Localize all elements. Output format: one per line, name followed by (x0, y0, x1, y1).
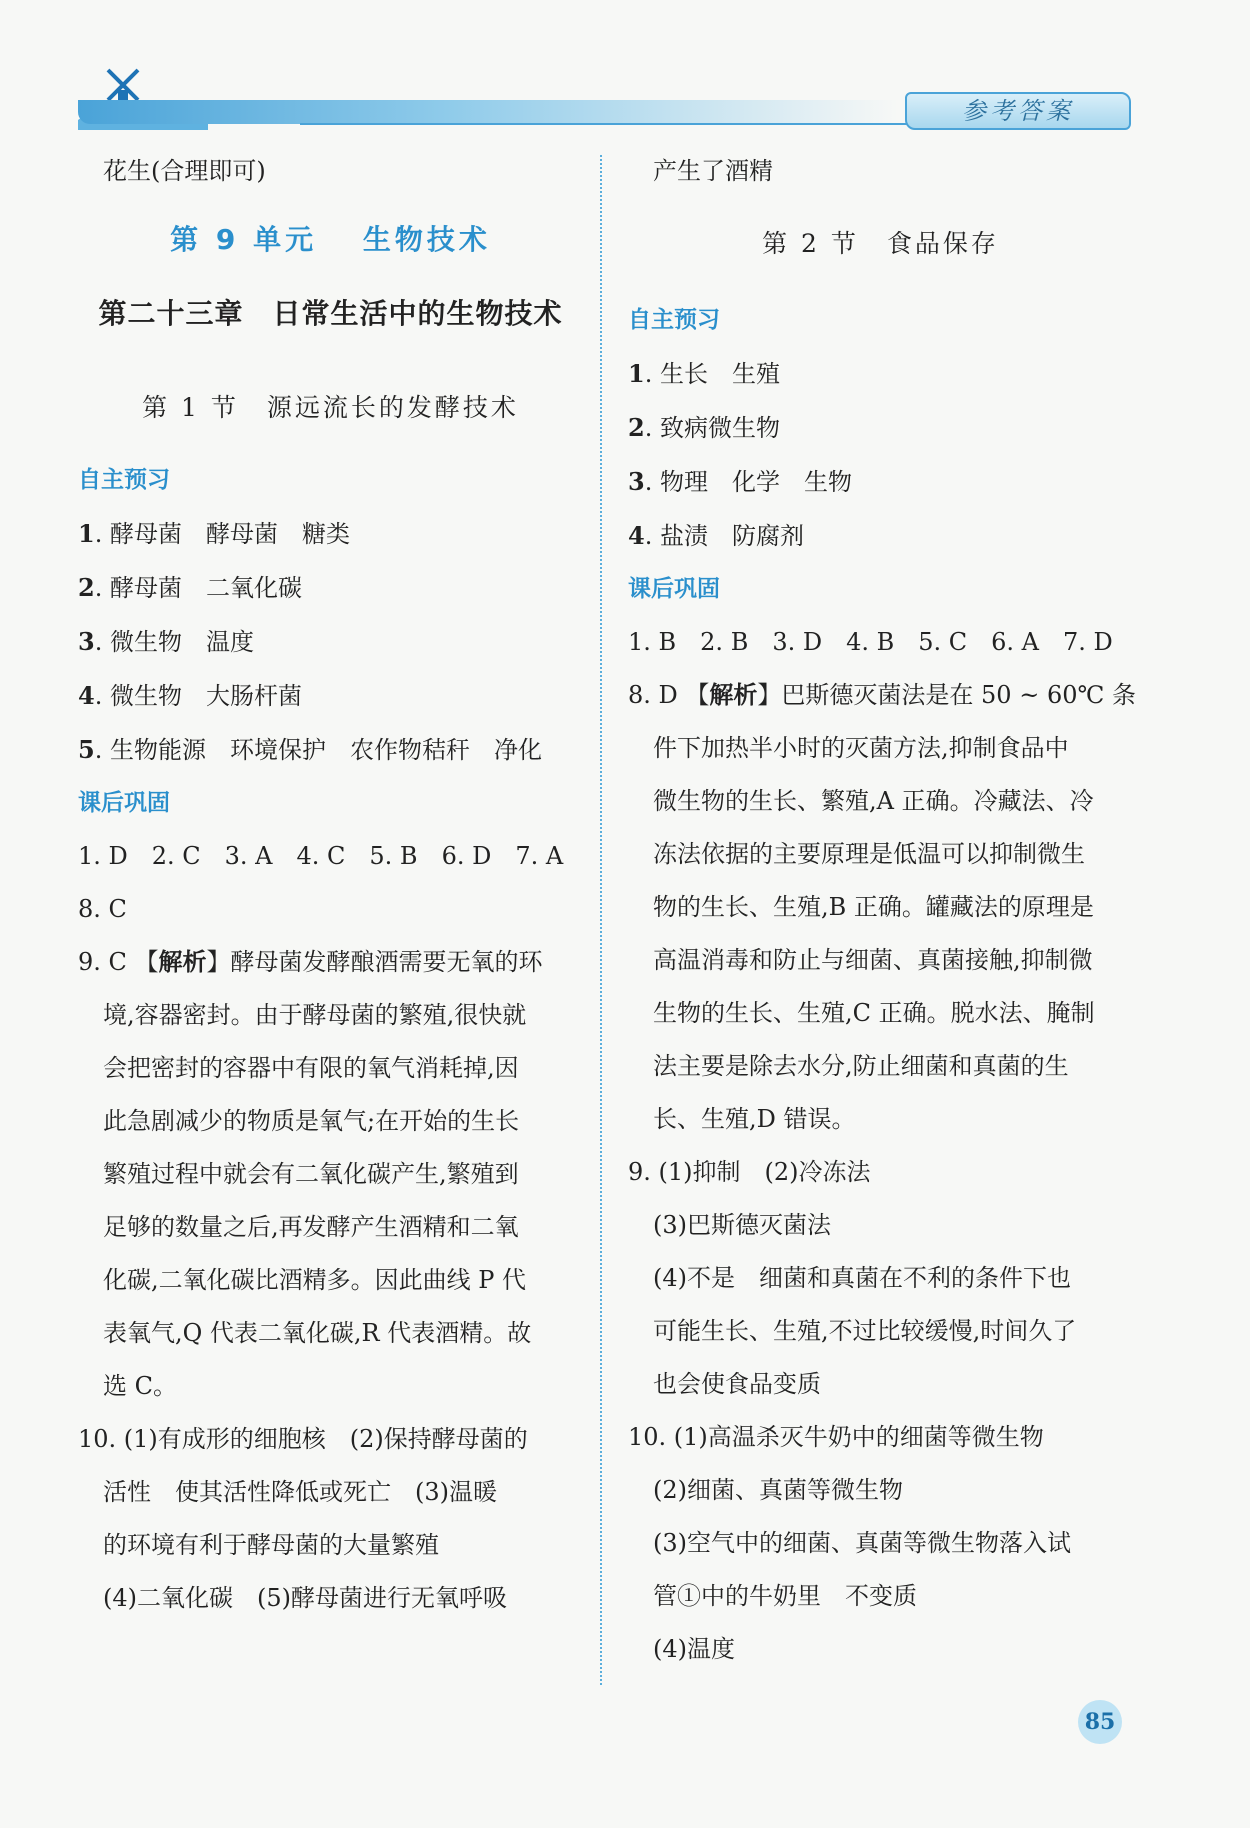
explanation-line: 高温消毒和防止与细菌、真菌接触,抑制微 (653, 946, 1093, 974)
explanation-line: 足够的数量之后,再发酵产生酒精和二氧 (103, 1213, 519, 1241)
analysis-tag: 解析 (158, 948, 207, 976)
explanation-line: 生物的生长、生殖,C 正确。脱水法、腌制 (653, 999, 1095, 1027)
explanation-line: 法主要是除去水分,防止细菌和真菌的生 (653, 1052, 1069, 1080)
answer-line: 1. D 2. C 3. A 4. C 5. B 6. D 7. A (78, 842, 564, 870)
list-item: 2. 酵母菌 二氧化碳 (78, 573, 302, 602)
explanation-line: 此急剧减少的物质是氧气;在开始的生长 (103, 1107, 520, 1135)
list-item: 1. 生长 生殖 (628, 359, 780, 388)
explanation-line: 会把密封的容器中有限的氧气消耗掉,因 (103, 1054, 519, 1082)
list-item: 4. 盐渍 防腐剂 (628, 521, 804, 550)
right-column (628, 145, 1136, 1676)
answer-line: (3)空气中的细菌、真菌等微生物落入试 (653, 1529, 1071, 1557)
page-number: 85 (1078, 1700, 1122, 1744)
section-title: 第 2 节 食品保存 (762, 229, 999, 258)
page-header (0, 0, 1250, 140)
answer-line: 1. B 2. B 3. D 4. B 5. C 6. A 7. D (628, 628, 1113, 656)
preview-heading: 自主预习 (78, 467, 170, 493)
explanation-line: 表氧气,Q 代表二氧化碳,R 代表酒精。故 (103, 1319, 532, 1347)
consolidate-heading: 课后巩固 (78, 790, 170, 816)
answer-line: 活性 使其活性降低或死亡 (3)温暖 (103, 1478, 497, 1506)
answer-line: (4)二氧化碳 (5)酵母菌进行无氧呼吸 (103, 1584, 507, 1612)
consolidate-heading: 课后巩固 (628, 576, 720, 602)
answer-line: (2)细菌、真菌等微生物 (653, 1476, 903, 1504)
column-divider (600, 155, 602, 1685)
explanation-line: 长、生殖,D 错误。 (653, 1105, 856, 1133)
explanation-line: 9. C 【解析】酵母菌发酵酿酒需要无氧的环 (78, 948, 543, 976)
list-item: 3. 微生物 温度 (78, 627, 254, 656)
continued-answer: 产生了酒精 (653, 157, 773, 185)
explanation-line: 冻法依据的主要原理是低温可以抑制微生 (653, 840, 1085, 868)
answer-line: (3)巴斯德灭菌法 (653, 1211, 831, 1239)
left-column (78, 145, 583, 1625)
chapter-title: 第二十三章 日常生活中的生物技术 (98, 297, 563, 330)
explanation-line: 繁殖过程中就会有二氧化碳产生,繁殖到 (103, 1160, 519, 1188)
answer-line: (4)温度 (653, 1635, 735, 1663)
answer-line: 管①中的牛奶里 不变质 (653, 1582, 917, 1610)
answer-line: 的环境有利于酵母菌的大量繁殖 (103, 1531, 439, 1559)
answer-line: 10. (1)有成形的细胞核 (2)保持酵母菌的 (78, 1425, 528, 1453)
answer-line: 9. (1)抑制 (2)冷冻法 (628, 1158, 871, 1186)
header-band (78, 100, 898, 124)
analysis-tag: 解析 (709, 681, 758, 709)
list-item: 3. 物理 化学 生物 (628, 467, 852, 496)
answer-line: 也会使食品变质 (653, 1370, 821, 1398)
answer-line: (4)不是 细菌和真菌在不利的条件下也 (653, 1264, 1071, 1292)
preview-heading: 自主预习 (628, 307, 720, 333)
list-item: 5. 生物能源 环境保护 农作物秸秆 净化 (78, 735, 542, 764)
unit-title: 第 9 单元 生物技术 (170, 223, 491, 256)
answer-line: 8. C (78, 895, 127, 923)
explanation-line: 化碳,二氧化碳比酒精多。因此曲线 P 代 (103, 1266, 527, 1294)
list-item: 1. 酵母菌 酵母菌 糖类 (78, 519, 350, 548)
list-item: 4. 微生物 大肠杆菌 (78, 681, 302, 710)
answer-line: 可能生长、生殖,不过比较缓慢,时间久了 (653, 1317, 1077, 1345)
explanation-line: 微生物的生长、繁殖,A 正确。冷藏法、冷 (653, 787, 1094, 815)
continued-answer: 花生(合理即可) (103, 157, 266, 185)
answer-line: 10. (1)高温杀灭牛奶中的细菌等微生物 (628, 1423, 1044, 1451)
list-item: 2. 致病微生物 (628, 413, 780, 442)
explanation-line: 物的生长、生殖,B 正确。罐藏法的原理是 (653, 893, 1094, 921)
explanation-line: 8. D 【解析】巴斯德灭菌法是在 50 ~ 60℃ 条 (628, 681, 1136, 709)
explanation-line: 境,容器密封。由于酵母菌的繁殖,很快就 (103, 1001, 527, 1029)
explanation-line: 选 C。 (103, 1372, 177, 1400)
header-rule (300, 123, 910, 125)
explanation-line: 件下加热半小时的灭菌方法,抑制食品中 (653, 734, 1069, 762)
answer-key-tab: 参考答案 (905, 92, 1131, 130)
section-title: 第 1 节 源远流长的发酵技术 (142, 393, 519, 422)
